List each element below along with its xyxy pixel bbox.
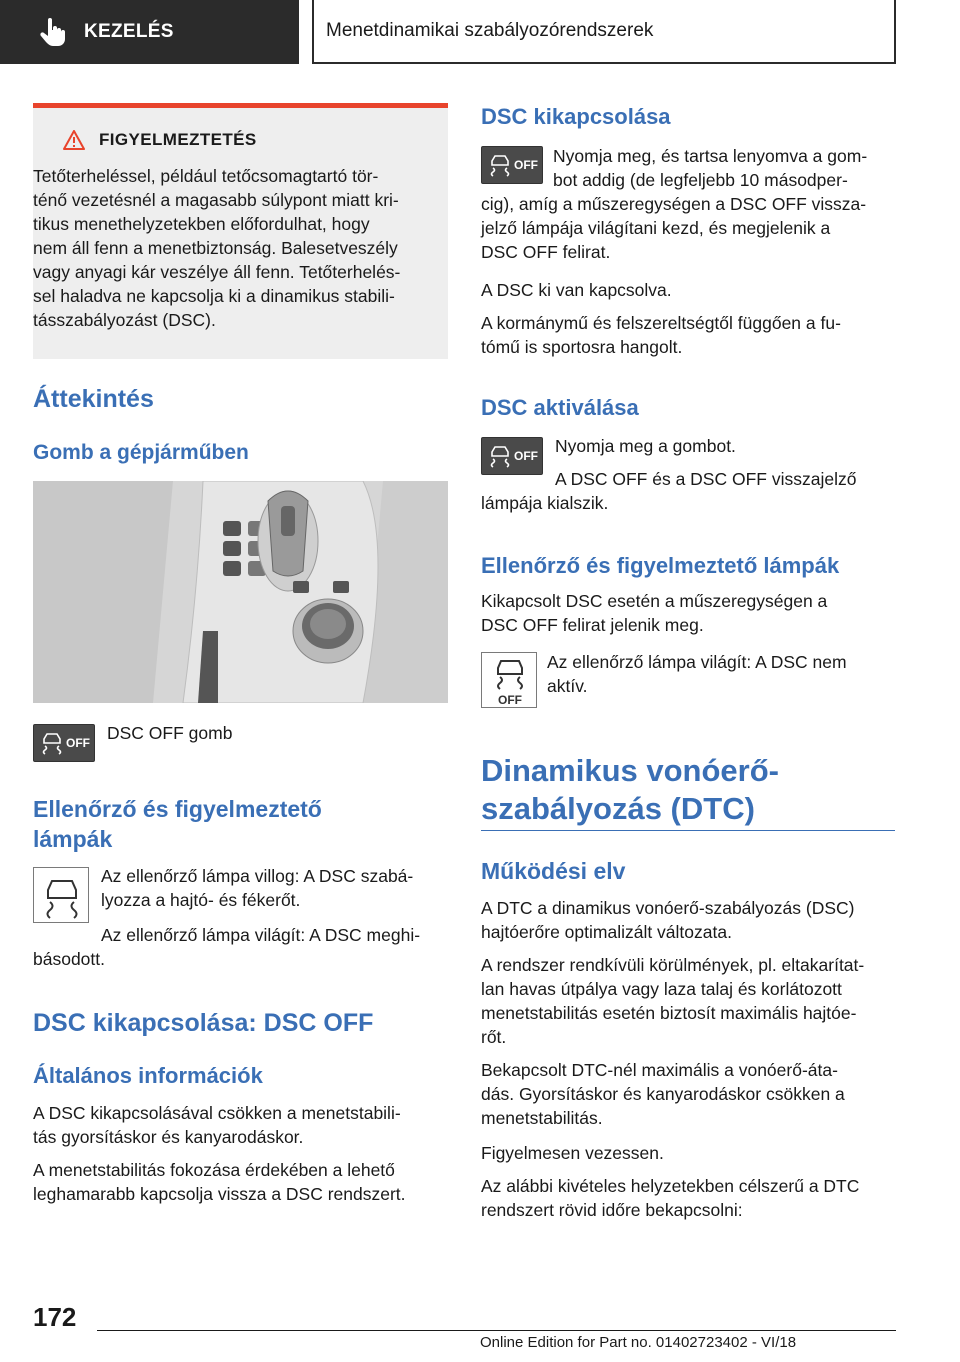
heading-rule [481, 830, 895, 831]
warning-line: nem áll fenn a menetbiztonság. Balesetveszély [33, 238, 398, 258]
heading-lamps-left [33, 794, 322, 854]
warning-line: tásszabályozást (DSC). [33, 310, 216, 330]
page-number: 172 [33, 1302, 77, 1332]
lamp-dsc-off-icon [481, 652, 537, 708]
text-line: lyozza a hajtó- és fékerőt. [101, 890, 301, 910]
section-tab-label: KEZELÉS [84, 21, 174, 42]
aktiv-text-b2: lámpája kialszik. [481, 493, 609, 513]
text-line: aktív. [547, 676, 588, 696]
dsc-off-button-image [33, 724, 95, 762]
heading-line: Dinamikus vonóerő- [481, 753, 779, 788]
text-line: Kikapcsolt DSC esetén a műszeregységen a [481, 591, 828, 611]
lamp-text-a [101, 864, 413, 912]
text-line: dás. Gyorsításkor és kanyarodáskor csökken a [481, 1084, 845, 1104]
text-line: A DTC a dinamikus vonóerő-szabályozás (DSC) [481, 898, 855, 918]
lamp-text-b2: básodott. [33, 949, 105, 969]
heading-line: lámpák [33, 826, 113, 852]
warning-line: vagy anyagi kár veszélye áll fenn. Tetőterhelés- [33, 262, 401, 282]
dsc-skid-icon [489, 153, 511, 177]
text-line: rendszert rövid időre bekapcsolni: [481, 1200, 743, 1220]
text-line: Az ellenőrző lámpa világít: A DSC nem [547, 652, 847, 672]
kikapcs-text-c [481, 311, 841, 359]
text-line: tás gyorsításkor és kanyarodáskor. [33, 1127, 304, 1147]
heading-dsc-off: DSC kikapcsolása: DSC OFF [33, 1009, 374, 1037]
heading-dtc [481, 752, 779, 828]
lamps-text-a [481, 589, 827, 637]
dsc-off-button-image-3 [481, 437, 543, 475]
off-label: OFF [514, 449, 538, 463]
text-line: tómű is sportosra hangolt. [481, 337, 683, 357]
text-line: menetstabilitás esetén biztosít maximális hajtóe- [481, 1003, 857, 1023]
heading-lamps-right: Ellenőrző és figyelmeztető lámpák [481, 553, 840, 578]
general-text-b [33, 1158, 406, 1206]
aktiv-text-b1: A DSC OFF és a DSC OFF visszajelző [555, 469, 857, 489]
chapter-title: Menetdinamikai szabályozórendszerek [312, 0, 896, 64]
svg-text:OFF: OFF [498, 693, 522, 707]
text-line: hajtóerőre optimalizált változata. [481, 922, 732, 942]
lamp-dsc-icon [33, 867, 89, 923]
kikapcs-text-b: A DSC ki van kapcsolva. [481, 280, 672, 300]
mukodes-text-a [481, 896, 854, 944]
mukodes-text-e [481, 1174, 859, 1222]
warning-line: Tetőterheléssel, például tetőcsomagtartó tör- [33, 166, 379, 186]
kikapcs-line-3: jelző lámpája világítani kezd, és megjelenik a [481, 218, 831, 238]
button-caption: DSC OFF gomb [107, 723, 233, 743]
text-line: lan havas útpálya vagy laza talaj és korlátozott [481, 979, 842, 999]
footer-rule [97, 1330, 896, 1331]
text-line: rőt. [481, 1027, 507, 1047]
dsc-off-button-image-2 [481, 146, 543, 184]
heading-general: Általános információk [33, 1063, 263, 1088]
heading-kikapcs: DSC kikapcsolása [481, 104, 671, 129]
warning-title [33, 130, 440, 150]
text-line: Bekapcsolt DTC-nél maximális a vonóerő-áta- [481, 1060, 838, 1080]
edition-text: Online Edition for Part no. 01402723402 - VI/18 [480, 1334, 797, 1351]
mukodes-text-d: Figyelmesen vezessen. [481, 1143, 664, 1163]
text-line: Az alábbi kivételes helyzetekben célszerű a DTC [481, 1176, 860, 1196]
kikapcs-line-2: cig), amíg a műszeregységen a DSC OFF vissza- [481, 194, 867, 214]
kikapcs-line-0: Nyomja meg, és tartsa lenyomva a gom- [553, 146, 868, 166]
section-tab[interactable] [0, 0, 299, 64]
text-line: menetstabilitás. [481, 1108, 603, 1128]
lamps-text-b [547, 650, 847, 698]
general-text-a [33, 1101, 401, 1149]
heading-gomb: Gomb a gépjárműben [33, 441, 249, 464]
warning-line: sel haladva ne kapcsolja ki a dinamikus stabili- [33, 286, 395, 306]
text-line: leghamarabb kapcsolja vissza a DSC rendszert. [33, 1184, 406, 1204]
heading-line: Ellenőrző és figyelmeztető [33, 796, 322, 822]
heading-line: szabályozás (DTC) [481, 791, 755, 826]
hand-pointer-icon [40, 18, 66, 46]
kikapcs-line-4: DSC OFF felirat. [481, 242, 611, 262]
dsc-skid-icon [489, 444, 511, 468]
heading-aktiv: DSC aktiválása [481, 395, 639, 420]
text-line: A kormánymű és felszereltségtől függően a fu- [481, 313, 841, 333]
off-label: OFF [514, 158, 538, 172]
text-line: A rendszer rendkívüli körülmények, pl. eltakarítat- [481, 955, 865, 975]
text-line: A DSC kikapcsolásával csökken a menetstabili- [33, 1103, 401, 1123]
lamp-text-b1: Az ellenőrző lámpa világít: A DSC meghi- [101, 925, 421, 945]
center-console-photo [33, 481, 448, 703]
aktiv-text-a: Nyomja meg a gombot. [555, 436, 736, 456]
warning-triangle-icon [63, 130, 85, 150]
warning-line: tikus menethelyzetekben előfordulhat, hogy [33, 214, 370, 234]
warning-title-text: FIGYELMEZTETÉS [99, 130, 257, 149]
mukodes-text-b [481, 953, 864, 1049]
off-label: OFF [66, 736, 90, 750]
console-illustration [33, 481, 448, 703]
dsc-skid-icon [41, 731, 63, 755]
mukodes-text-c [481, 1058, 845, 1130]
text-line: Az ellenőrző lámpa villog: A DSC szabá- [101, 866, 414, 886]
text-line: DSC OFF felirat jelenik meg. [481, 615, 704, 635]
heading-attekintes: Áttekintés [33, 385, 154, 413]
warning-box [33, 103, 448, 359]
warning-body [33, 164, 443, 332]
heading-mukodes: Működési elv [481, 858, 626, 884]
text-line: A menetstabilitás fokozása érdekében a lehető [33, 1160, 395, 1180]
warning-line: ténő vezetésnél a magasabb súlypont miatt kri- [33, 190, 399, 210]
kikapcs-line-1: bot addig (de legfeljebb 10 másodper- [553, 170, 848, 190]
